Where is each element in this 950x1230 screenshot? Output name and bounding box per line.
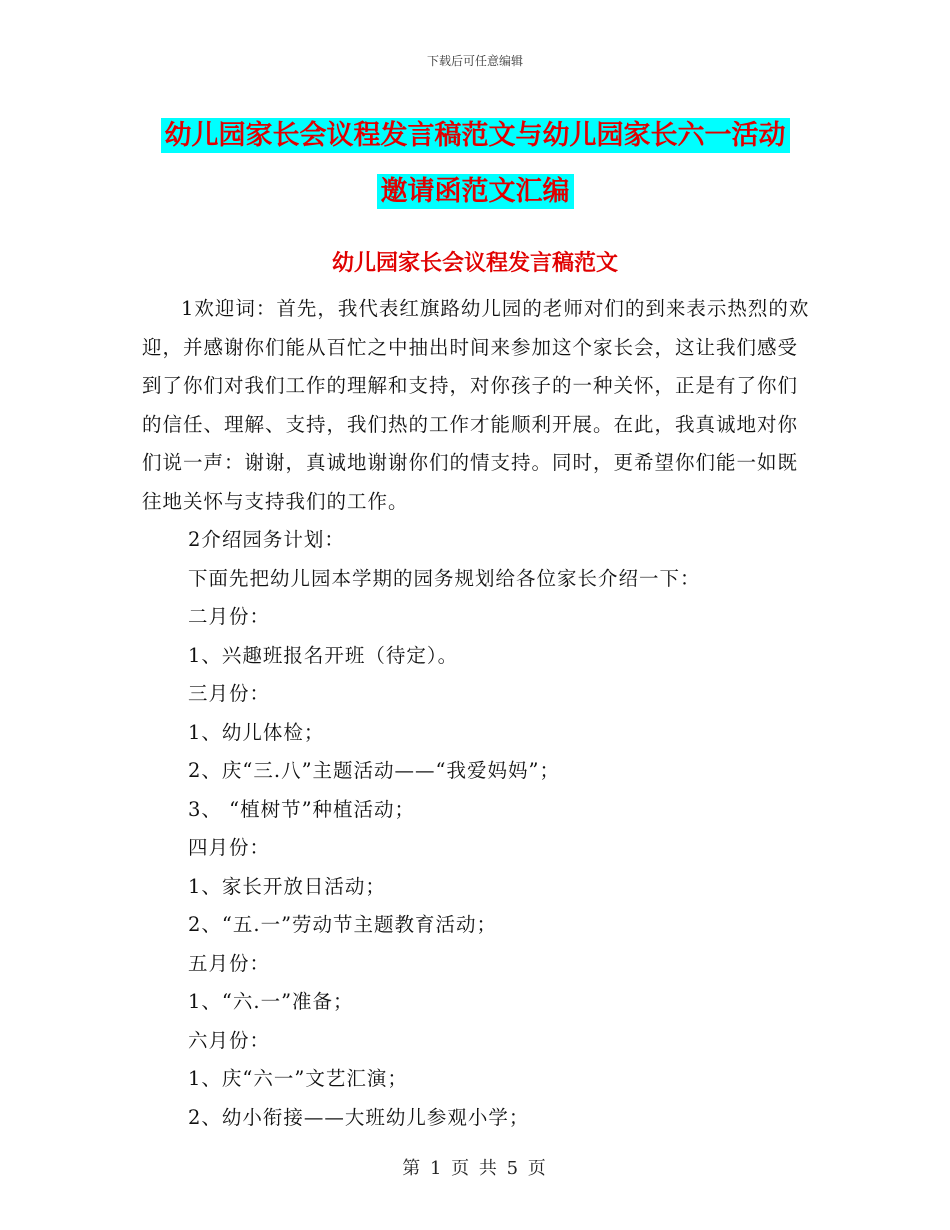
title-line-1: 幼儿园家长会议程发言稿范文与幼儿园家长六一活动	[161, 118, 790, 153]
document-title	[0, 108, 950, 220]
list-item: 3、 “植树节”种植活动；	[188, 797, 416, 821]
document-body	[142, 290, 812, 1137]
title-line-2: 邀请函范文汇编	[377, 174, 574, 209]
list-item: 1、幼儿体检；	[188, 720, 325, 744]
list-item: 1、兴趣班报名开班（待定）。	[188, 643, 459, 667]
list-item: 二月份：	[188, 605, 271, 628]
list-item: 1、庆“六一”文艺汇演；	[188, 1067, 408, 1090]
list-item: 2、庆“三.八”主题活动——“我爱妈妈”；	[188, 759, 560, 782]
list-item: 下面先把幼儿园本学期的园务规划给各位家长介绍一下：	[188, 566, 701, 590]
list-item: 2、幼小衔接——大班幼儿参观小学；	[188, 1105, 530, 1129]
list-item: 1、家长开放日活动；	[188, 874, 386, 898]
list-item: 1、“六.一”准备；	[188, 990, 354, 1013]
list-item: 2、“五.一”劳动节主题教育活动；	[188, 913, 498, 936]
header-note: 下载后可任意编辑	[426, 54, 523, 68]
list-item: 四月份：	[188, 836, 271, 859]
section-title: 幼儿园家长会议程发言稿范文	[331, 251, 618, 276]
list-item: 三月份：	[188, 682, 271, 705]
list-item: 五月份：	[188, 951, 271, 975]
paragraph-welcome: 1欢迎词：首先，我代表红旗路幼儿园的老师对们的到来表示热烈的欢迎，并感谢你们能从百忙之中抽出时间来参加这个家长会，这让我们感受到了你们对我们工作的理解和支持，对你孩子的一种关怀，正是有了你们的信任、理解、支持，我们热的工作才能顺利开展。在此，我真诚地对你们说一声：谢谢，真诚地谢谢你们的情支持。同时，更希望你们能一如既往地关怀与支持我们的工作。	[142, 297, 810, 513]
page-footer: 第 1 页 共 5 页	[402, 1158, 548, 1179]
list-item: 六月份：	[188, 1028, 271, 1052]
list-item: 2介绍园务计划：	[188, 528, 345, 551]
